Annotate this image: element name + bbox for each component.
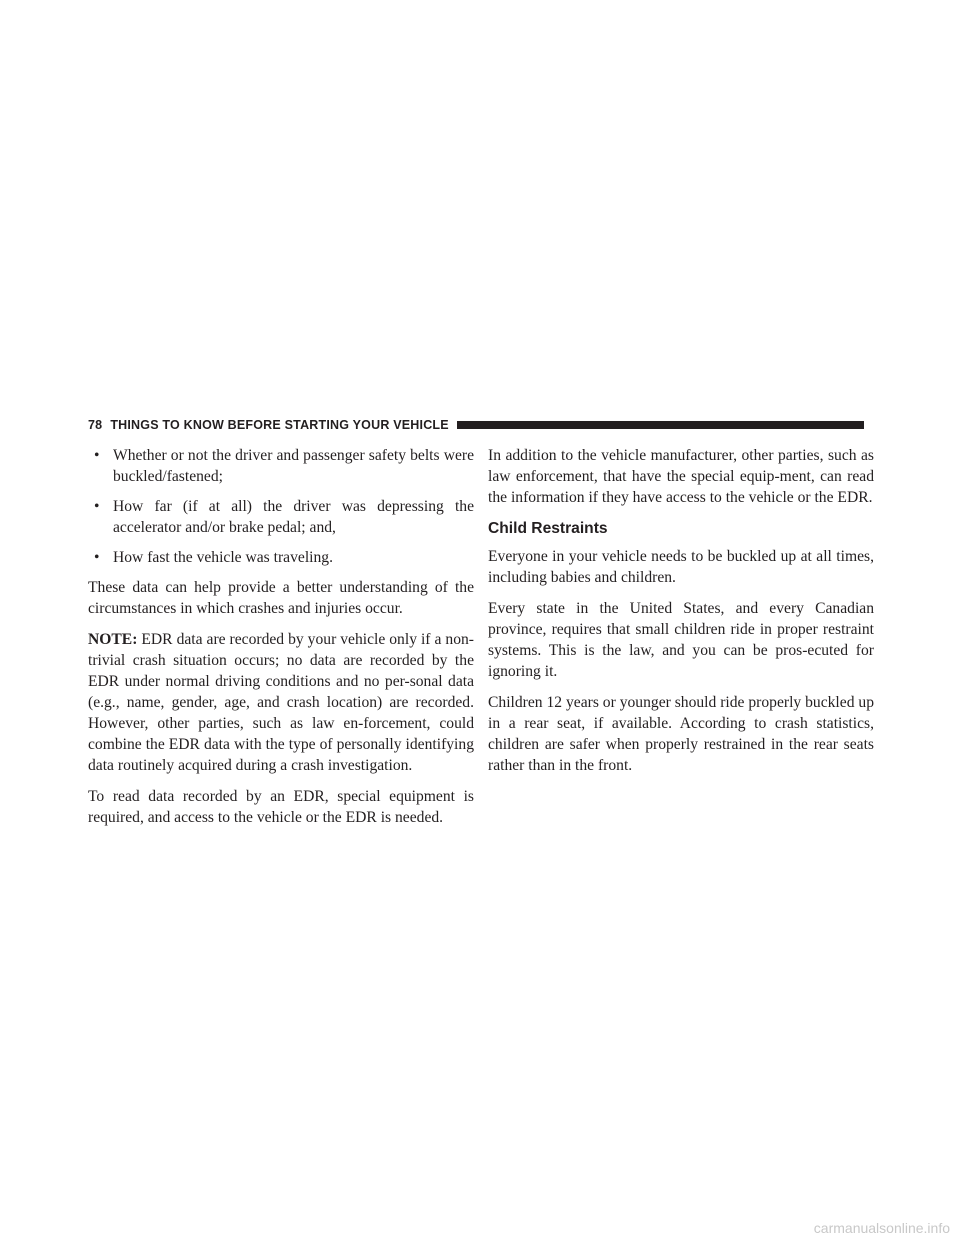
- note-text: EDR data are recorded by your vehicle only if a non-trivial crash situation occurs; no data are recorded by the EDR under normal driving conditions and no per-sonal data (e.g., name, gender, age, and crash location) are recorded. However, other parties, such as law en-forcement, could combine the EDR data with the type of personally identifying data routinely acquired during a crash investigation.: [88, 631, 474, 774]
- paragraph-everyone: Everyone in your vehicle needs to be buckled up at all times, including babies and children.: [488, 548, 874, 586]
- paragraph-every-state: Every state in the United States, and every Canadian province, requires that small children ride in proper restraint systems. This is the law, and you can be pros-ecuted for ignoring it.: [488, 600, 874, 680]
- watermark: carmanualsonline.info: [813, 1220, 950, 1236]
- bullet-text: Whether or not the driver and passenger safety belts were buckled/fastened;: [113, 447, 474, 485]
- paragraph-children: Children 12 years or younger should ride properly buckled up in a rear seat, if available. According to crash statistics, children are safer when properly restrained in the rear seats rather than in the front.: [488, 694, 874, 774]
- paragraph-manufacturer: In addition to the vehicle manufacturer, other parties, such as law enforcement, that have the special equip-ment, can read the information if they have access to the vehicle or the EDR.: [488, 447, 874, 506]
- bullet-item: [88, 496, 474, 538]
- bullet-text: How fast the vehicle was traveling.: [113, 549, 333, 566]
- paragraph-read-data: To read data recorded by an EDR, special equipment is required, and access to the vehicle or the EDR is needed.: [88, 788, 474, 826]
- section-title: THINGS TO KNOW BEFORE STARTING YOUR VEHICLE: [110, 418, 449, 432]
- paragraph-understanding: These data can help provide a better understanding of the circumstances in which crashes and injuries occur.: [88, 579, 474, 617]
- bullet-dot-icon: •: [94, 498, 100, 515]
- bullet-item: [88, 445, 474, 487]
- bullet-text: How far (if at all) the driver was depressing the accelerator and/or brake pedal; and,: [113, 498, 474, 536]
- section-heading: Child Restraints: [488, 520, 608, 537]
- page-header: [88, 416, 864, 434]
- paragraph-note: [88, 629, 474, 776]
- note-label: NOTE:: [88, 631, 138, 648]
- bullet-item: [88, 547, 474, 568]
- left-column: [88, 445, 474, 838]
- header-rule: [457, 421, 864, 429]
- bullet-dot-icon: •: [94, 549, 100, 566]
- page-number: 78: [88, 418, 103, 432]
- right-column: [488, 445, 874, 786]
- bullet-dot-icon: •: [94, 447, 100, 464]
